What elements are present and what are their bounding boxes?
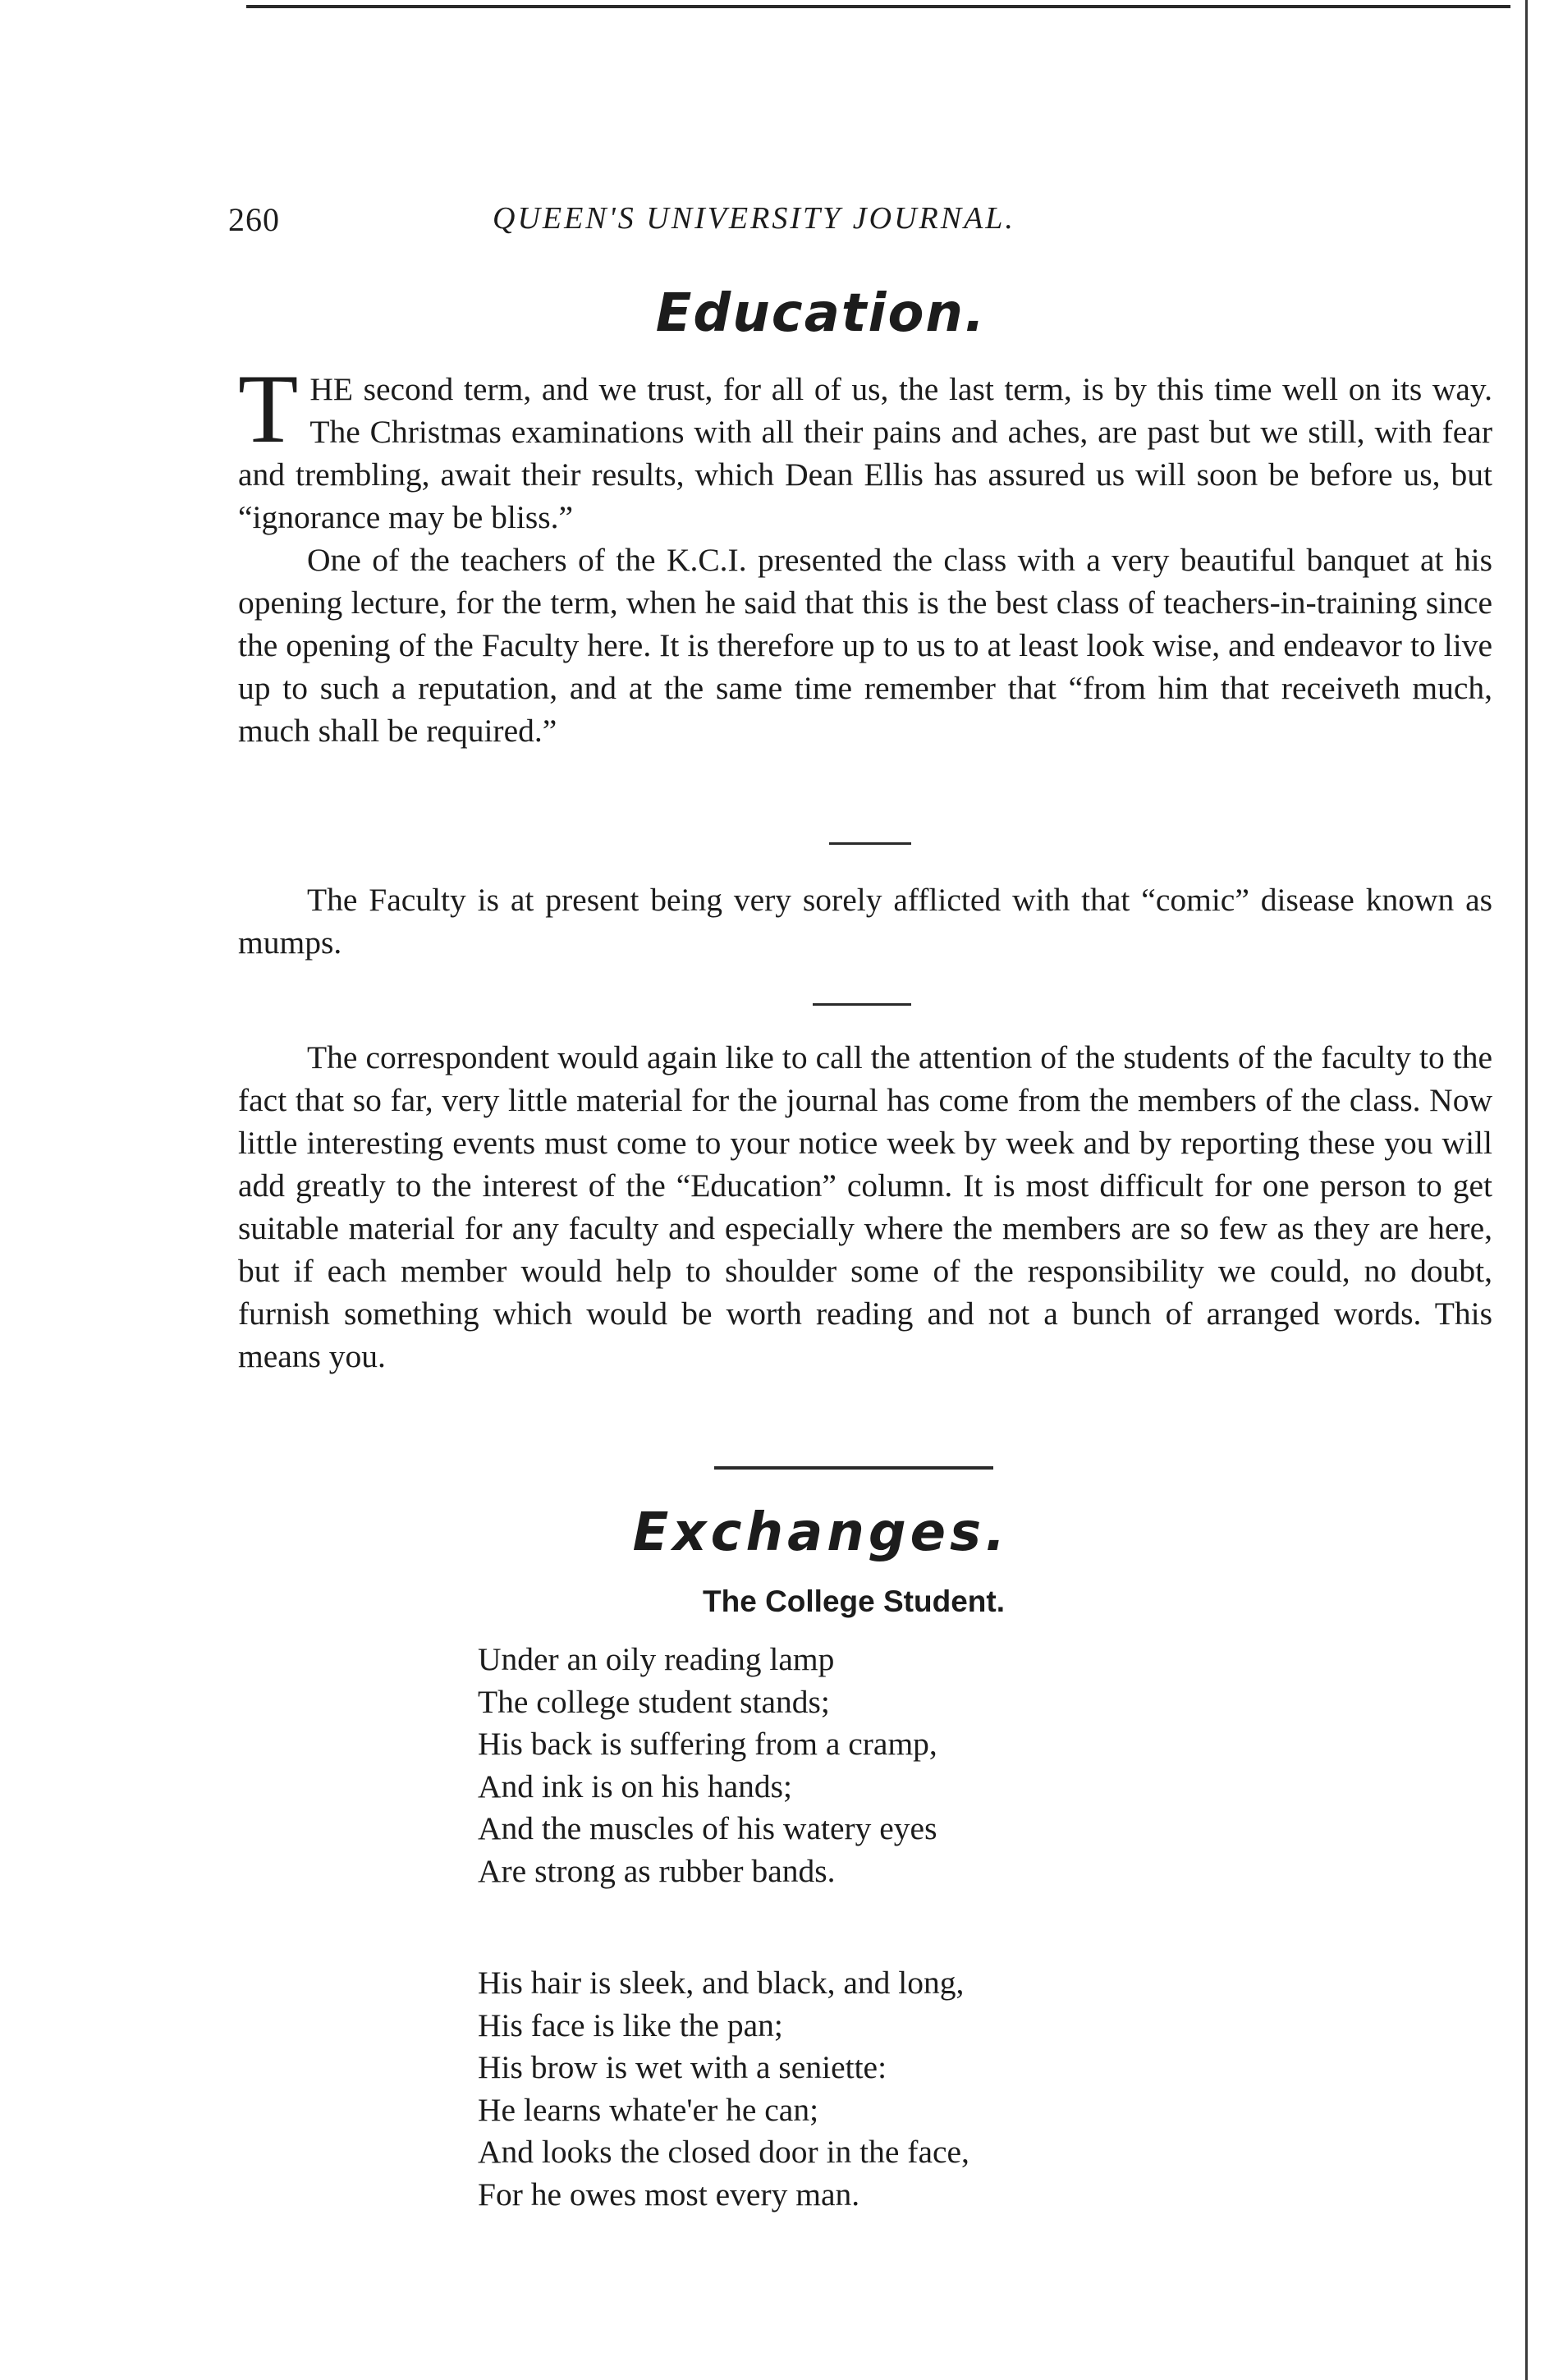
education-correspondent-note (238, 1036, 1492, 1378)
poem-line: His back is suffering from a cramp, (478, 1726, 937, 1762)
section-divider-long (714, 1466, 993, 1470)
poem-line: His hair is sleek, and black, and long, (478, 1965, 965, 2001)
education-intro (238, 354, 1492, 752)
drop-cap: T (238, 354, 299, 463)
section-divider (813, 1003, 911, 1006)
exchanges-heading: Exchanges. (632, 1502, 1010, 1563)
poem-line: Under an oily reading lamp (478, 1641, 835, 1677)
page-number: 260 (228, 201, 280, 238)
poem-stanza-1 (478, 1639, 1217, 1892)
running-head: QUEEN'S UNIVERSITY JOURNAL. (493, 201, 1015, 236)
education-paragraph-1 (238, 354, 1492, 539)
poem-title: The College Student. (703, 1584, 1005, 1618)
poem-stanza-2 (478, 1962, 1217, 2216)
poem-line: And the muscles of his watery eyes (478, 1810, 937, 1846)
poem-line: The college student stands; (478, 1683, 830, 1720)
education-paragraph-2: One of the teachers of the K.C.I. presented the class with a very beautiful banquet at his opening lecture, for the term, when he said that this is the best class of teachers-in-training since the opening of the Faculty here. It is therefore up to us to at least look wise, and endeavor to live up to such a reputation, and at the same time remember that “from him that receiveth much, much shall be required.” (238, 542, 1492, 749)
poem-line: And ink is on his hands; (478, 1768, 792, 1804)
poem-line: Are strong as rubber bands. (478, 1852, 836, 1889)
education-paragraph-1-text: HE second term, and we trust, for all of us, the last term, is by this time well on its way. The Christmas examinations with all their pains and aches, are past but we still, with fear and trembling, await their results, which Dean Ellis has assured us will soon be before us, but “ignorance may be bliss.” (238, 371, 1492, 535)
education-paragraph-3: The Faculty is at present being very sorely afflicted with that “comic” disease known as mumps. (238, 882, 1492, 961)
education-paragraph-4: The correspondent would again like to call the attention of the students of the faculty to the fact that so far, very little material for the journal has come from the members of the class. Now little interesting events must come to your notice week by week and by reporting these you will add greatly to the interest of the “Education” column. It is most difficult for one person to get suitable material for any faculty and especially where the members are so few as they are here, but if each member would help to shoulder some of the responsibility we could, no doubt, furnish something which would be worth reading and not a bunch of arranged words. This means you. (238, 1039, 1492, 1374)
poem-line: For he owes most every man. (478, 2176, 860, 2213)
poem-line: And looks the closed door in the face, (478, 2134, 969, 2170)
poem-line: His brow is wet with a seniette: (478, 2049, 887, 2085)
education-mumps-note (238, 878, 1492, 964)
section-divider (829, 842, 911, 845)
page-edge-line (1525, 0, 1528, 2380)
poem-line: His face is like the pan; (478, 2006, 783, 2043)
top-border-rule (246, 5, 1510, 8)
education-heading: Education. (655, 283, 987, 344)
poem-line: He learns whate'er he can; (478, 2091, 819, 2128)
